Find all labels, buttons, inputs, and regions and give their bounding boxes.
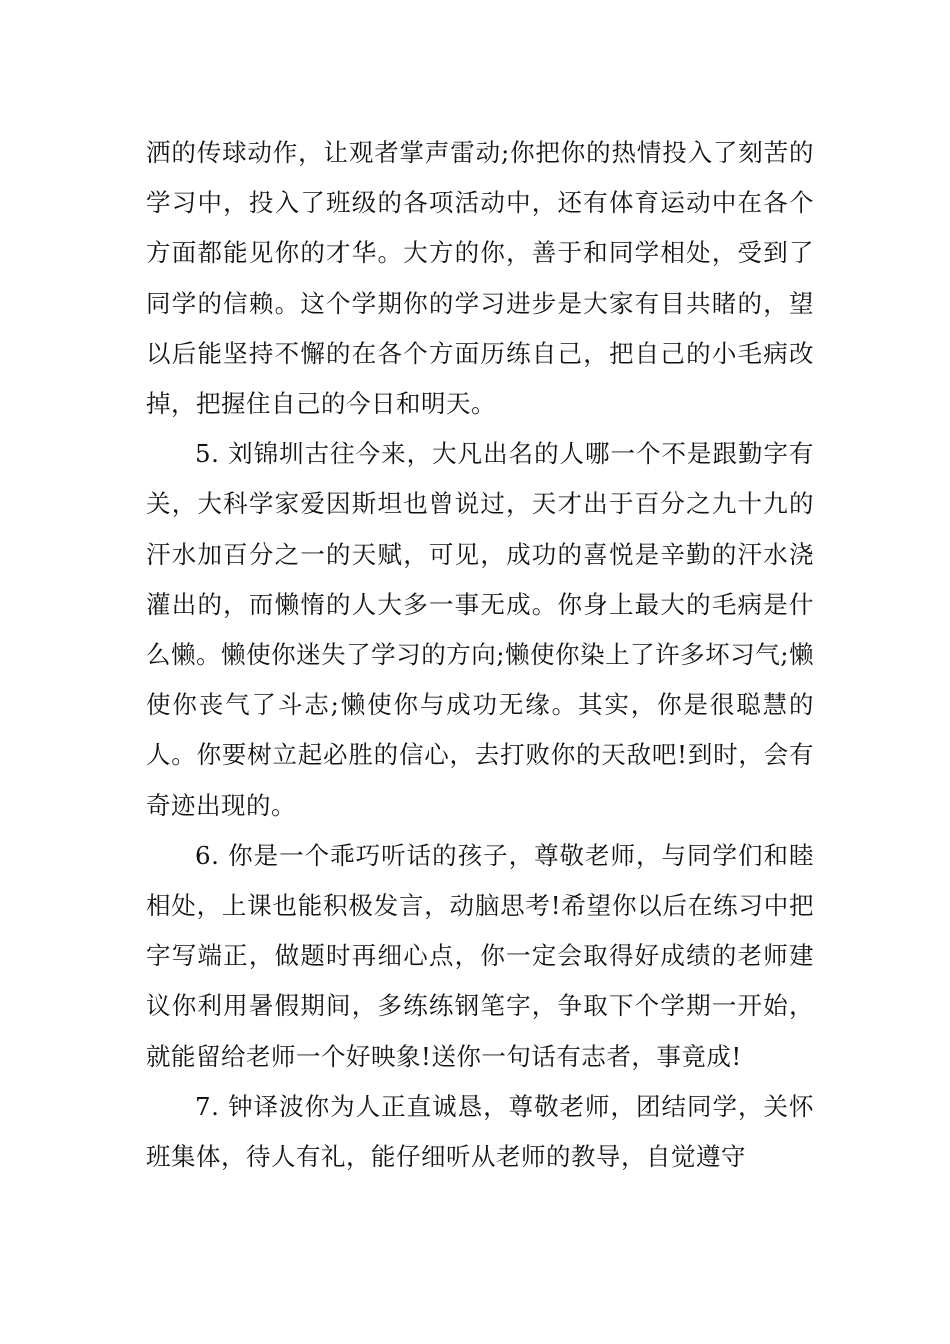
document-body [146, 128, 814, 1182]
paragraph-item-5: 5. 刘锦圳古往今来，大凡出名的人哪一个不是跟勤字有关，大科学家爱因斯坦也曾说过，天才出于百分之九十九的汗水加百分之一的天赋，可见，成功的喜悦是辛勤的汗水浇灌出的，而懒惰的人大多一事无成。你身上最大的毛病是什么懒。懒使你迷失了学习的方向;懒使你染上了许多坏习气;懒使你丧气了斗志;懒使你与成功无缘。其实，你是很聪慧的人。你要树立起必胜的信心，去打败你的天敌吧!到时，会有奇迹出现的。 [146, 439, 814, 820]
paragraph-continuation: 洒的传球动作，让观者掌声雷动;你把你的热情投入了刻苦的学习中，投入了班级的各项活动中，还有体育运动中在各个方面都能见你的才华。大方的你，善于和同学相处，受到了同学的信赖。这个学期你的学习进步是大家有目共睹的，望以后能坚持不懈的在各个方面历练自己，把自己的小毛病改掉，把握住自己的今日和明天。 [146, 138, 814, 419]
paragraph-item-7: 7. 钟译波你为人正直诚恳，尊敬老师，团结同学，关怀班集体，待人有礼，能仔细听从老师的教导，自觉遵守 [146, 1091, 814, 1172]
paragraph-item-6: 6. 你是一个乖巧听话的孩子，尊敬老师，与同学们和睦相处，上课也能积极发言，动脑思考!希望你以后在练习中把字写端正，做题时再细心点，你一定会取得好成绩的老师建议你利用暑假期间，多练练钢笔字，争取下个学期一开始，就能留给老师一个好映象!送你一句话有志者，事竟成! [146, 840, 814, 1071]
